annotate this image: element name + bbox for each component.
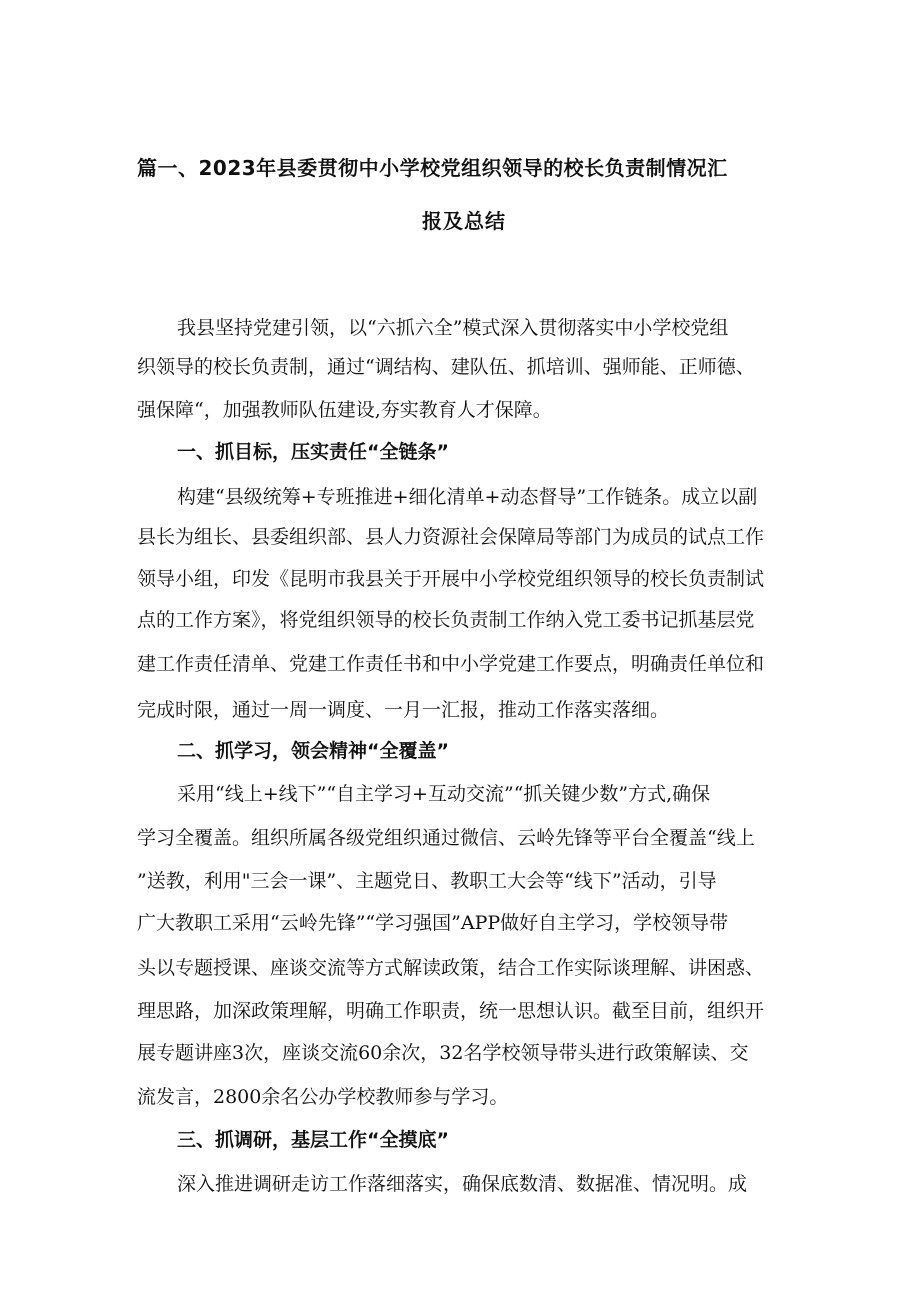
section-1-line: 构建“县级统筹+专班推进+细化清单+动态督导”工作链条。成立以副	[177, 486, 758, 508]
section-1-line: 点的工作方案》，将党组织领导的校长负责制工作纳入党工委书记抓基层党	[137, 609, 755, 631]
section-2-line: 学习全覆盖。组织所属各级党组织通过微信、云岭先锋等平台全覆盖“线上	[137, 827, 755, 849]
section-1-line: 领导小组，印发《昆明市我县关于开展中小学校党组织领导的校长负责制试	[137, 568, 765, 590]
section-1-heading: 一、抓目标，压实责任“全链条”	[177, 441, 449, 463]
section-3-heading: 三、抓调研，基层工作“全摸底”	[177, 1129, 449, 1151]
section-1-line: 建工作责任清单、党建工作责任书和中小学党建工作要点，明确责任单位和	[137, 653, 765, 675]
section-2-line: 理思路，加深政策理解，明确工作职责，统一思想认识。截至目前，组织开	[137, 1000, 765, 1022]
section-2-line: 广大教职工采用“云岭先锋”“学习强国”APP做好自主学习，学校领导带	[137, 912, 729, 934]
section-2-heading: 二、抓学习，领会精神“全覆盖”	[177, 740, 449, 762]
section-3-line: 深入推进调研走访工作落细落实，确保底数清、数据准、情况明。成	[177, 1173, 748, 1195]
intro-line: 织领导的校长负责制，通过“调结构、建队伍、抓培训、强师能、正师德、	[137, 356, 755, 378]
intro-line: 我县坚持党建引领，以“六抓六全”模式深入贯彻落实中小学校党组	[177, 317, 729, 339]
document-title-line-1: 篇一、2023年县委贯彻中小学校党组织领导的校长负责制情况汇	[137, 156, 728, 180]
section-1-line: 县长为组长、县委组织部、县人力资源社会保障局等部门为成员的试点工作	[137, 526, 765, 548]
section-2-line: ”送教，利用"三会一课”、主题党日、教职工大会等“线下”活动，引导	[137, 870, 717, 892]
section-2-line: 采用“线上+线下”“自主学习+互动交流”“抓关键少数”方式,确保	[177, 783, 711, 805]
document-title-line-2: 报及总结	[422, 209, 506, 233]
section-2-line: 头以专题授课、座谈交流等方式解读政策，结合工作实际谈理解、讲困惑、	[137, 957, 765, 979]
section-2-line: 流发言，2800余名公办学校教师参与学习。	[137, 1086, 509, 1108]
intro-line: 强保障“，加强教师队伍建设,夯实教育人才保障。	[137, 399, 552, 421]
section-2-line: 展专题讲座3次，座谈交流60余次，32名学校领导带头进行政策解读、交	[137, 1042, 749, 1064]
section-1-line: 完成时限，通过一周一调度、一月一汇报，推动工作落实落细。	[137, 699, 670, 721]
